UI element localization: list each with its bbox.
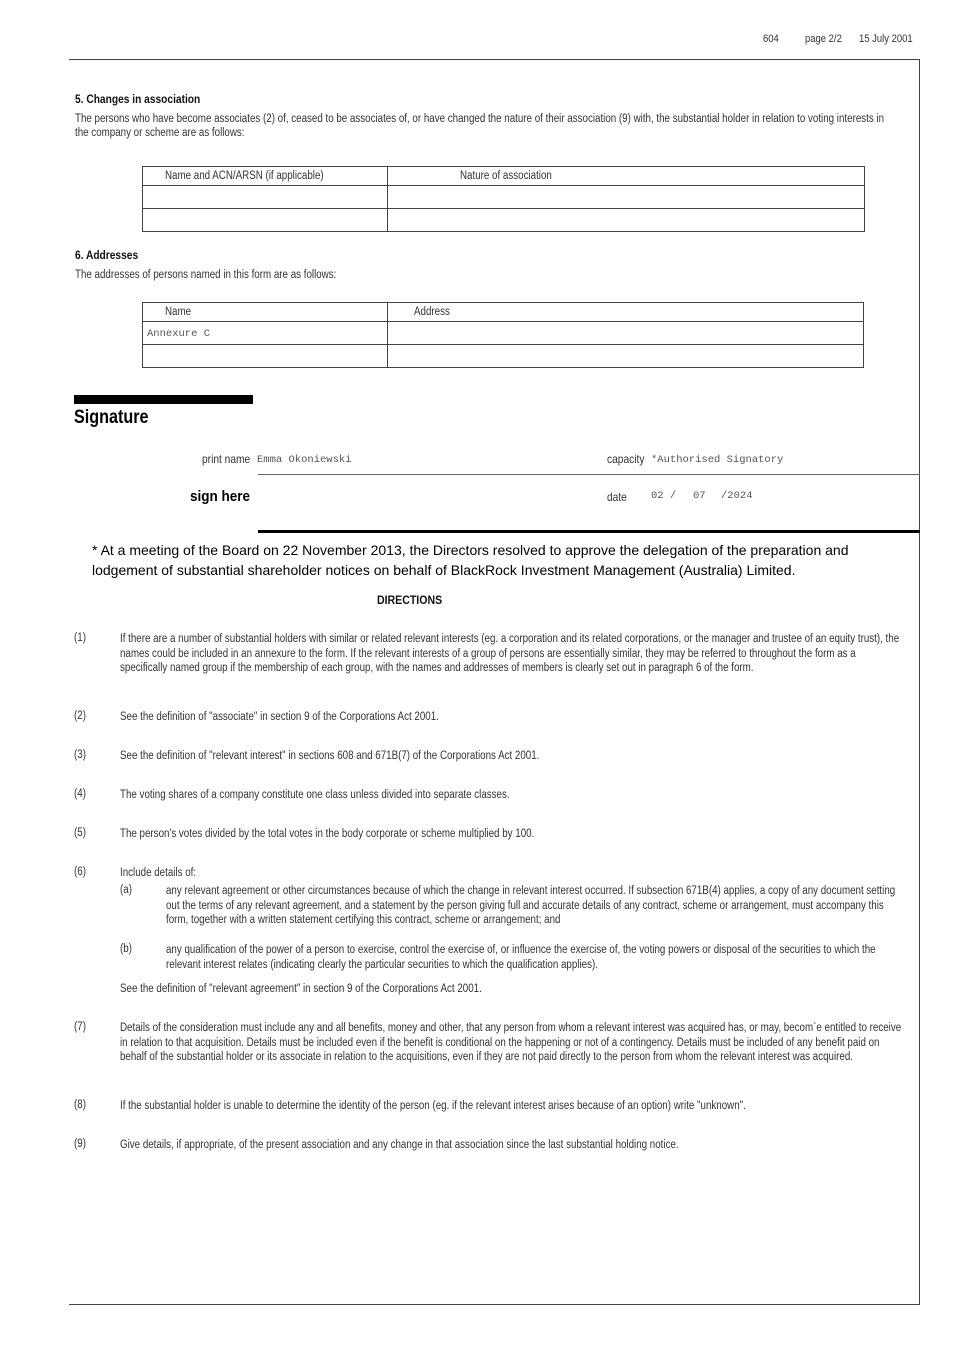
section6-table (142, 302, 864, 368)
section6-title: 6. Addresses (75, 248, 139, 262)
date-month[interactable]: 07 (693, 490, 706, 502)
direction-text: If the substantial holder is unable to determine the identity of the person (eg. if the relevant interest arises because of an option) write "unknown". (120, 1100, 746, 1112)
direction-text: The person's votes divided by the total votes in the body corporate or scheme multiplied by 100. (120, 828, 535, 840)
frame-top-line (69, 59, 920, 60)
direction-number: (1) (74, 632, 86, 644)
annexure-name: Annexure C (147, 327, 211, 340)
capacity-value[interactable]: *Authorised Signatory (651, 454, 784, 466)
print-name-label: print name (202, 452, 251, 466)
direction-text: Details of the consideration must include any and all benefits, money and other, that any person from whom a relevant interest was acquired has, or may, becom`e entitled to receive in relation to that acquisition. Details must be included even if the benefit is conditional on the happening or not of a contingency. Details must be included of any benefit paid on behalf of the substantial holder or its associate in relation to the acquisitions, even if they are not paid directly to the person from whom the relevant interest was acquired. (120, 1022, 902, 1063)
capacity-label: capacity (607, 452, 645, 466)
frame-bottom-line (69, 1304, 920, 1305)
date-year[interactable]: /2024 (721, 490, 753, 502)
sign-here-label: sign here (190, 488, 251, 505)
column-header: Name and ACN/ARSN (if applicable) (143, 167, 388, 186)
section5-text: The persons who have become associates (2) of, ceased to be associates of, or have changed the nature of their association (9) with, the substantial holder in relation to voting interests in the company or scheme are as follows: (75, 113, 885, 139)
board-note: * At a meeting of the Board on 22 November 2013, the Directors resolved to approve the delegation of the preparation and lodgement of substantial shareholder notices on behalf of BlackRock Investment Management (Australia) Limited. (92, 542, 849, 578)
section6-text: The addresses of persons named in this form are as follows: (75, 269, 337, 281)
direction-footer-text: See the definition of "relevant agreement" in section 9 of the Corporations Act 2001. (120, 983, 482, 995)
column-header: Nature of association (388, 167, 865, 186)
table-cell[interactable] (388, 186, 865, 209)
subdirection-text: any qualification of the power of a person to exercise, control the exercise of, or influence the exercise of, the voting powers or disposal of the securities to which the relevant interest relates (indicating clearly the particular securities to which the qualification applies). (166, 944, 876, 971)
direction-number: (8) (74, 1099, 86, 1111)
table-cell[interactable] (143, 186, 388, 209)
direction-text: The voting shares of a company constitute one class unless divided into separate classes. (120, 789, 510, 801)
direction-number: (2) (74, 710, 86, 722)
direction-number: (4) (74, 788, 86, 800)
table-row (143, 345, 864, 368)
table-cell[interactable] (388, 209, 865, 232)
table-cell[interactable] (143, 322, 388, 345)
column-header: Name (143, 303, 388, 322)
frame-right-line (919, 59, 920, 1305)
table-cell[interactable] (388, 345, 864, 368)
date-label: date (607, 490, 627, 504)
signature-bar (74, 395, 253, 404)
table-row (143, 209, 865, 232)
table-cell[interactable] (143, 345, 388, 368)
table-row (143, 322, 864, 345)
direction-number: (5) (74, 827, 86, 839)
direction-text: If there are a number of substantial holders with similar or related relevant interests (eg. a corporation and its related corporations, or the manager and trustee of an equity trust), the names could be included in an annexure to the form. If the relevant interests of a group of persons are essentially similar, they may be referred to throughout the form as a specifically named group if the membership of each group, with the names and addresses of members is clearly set out in paragraph 6 of the form. (120, 633, 900, 674)
direction-text: See the definition of "relevant interest" in sections 608 and 671B(7) of the Corporations Act 2001. (120, 750, 540, 762)
table-header-row (143, 303, 864, 322)
direction-text: Give details, if appropriate, of the present association and any change in that association since the last substantial holding notice. (120, 1139, 679, 1151)
subdirection-number: (a) (120, 884, 132, 896)
direction-number: (6) (74, 866, 86, 878)
table-row (143, 186, 865, 209)
form-number: 604 (763, 33, 779, 45)
table-cell[interactable] (388, 322, 864, 345)
direction-text: Include details of: (120, 867, 197, 879)
signature-divider (258, 474, 920, 475)
direction-number: (7) (74, 1021, 86, 1033)
column-header: Address (388, 303, 864, 322)
direction-number: (3) (74, 749, 86, 761)
table-header-row (143, 167, 865, 186)
signature-line (258, 530, 920, 533)
subdirection-text: any relevant agreement or other circumstances because of which the change in relevant interest occurred. If subsection 671B(4) applies, a copy of any document setting out the terms of any relevant agreement, and a statement by the person giving full and accurate details of any contract, scheme or arrangement, must accompany this form, together with a written statement certifying this contract, scheme or arrangement; and (166, 885, 896, 926)
directions-title: DIRECTIONS (377, 593, 443, 607)
table-cell[interactable] (143, 209, 388, 232)
direction-text: See the definition of "associate" in section 9 of the Corporations Act 2001. (120, 711, 439, 723)
print-name-value[interactable]: Emma Okoniewski (257, 454, 352, 466)
form-date: 15 July 2001 (859, 33, 913, 45)
subdirection-number: (b) (120, 943, 132, 955)
date-day[interactable]: 02 / (651, 490, 677, 502)
direction-number: (9) (74, 1138, 86, 1150)
page-indicator: page 2/2 (805, 33, 842, 45)
signature-title: Signature (74, 407, 149, 428)
section5-table (142, 166, 865, 232)
section5-title: 5. Changes in association (75, 92, 201, 106)
